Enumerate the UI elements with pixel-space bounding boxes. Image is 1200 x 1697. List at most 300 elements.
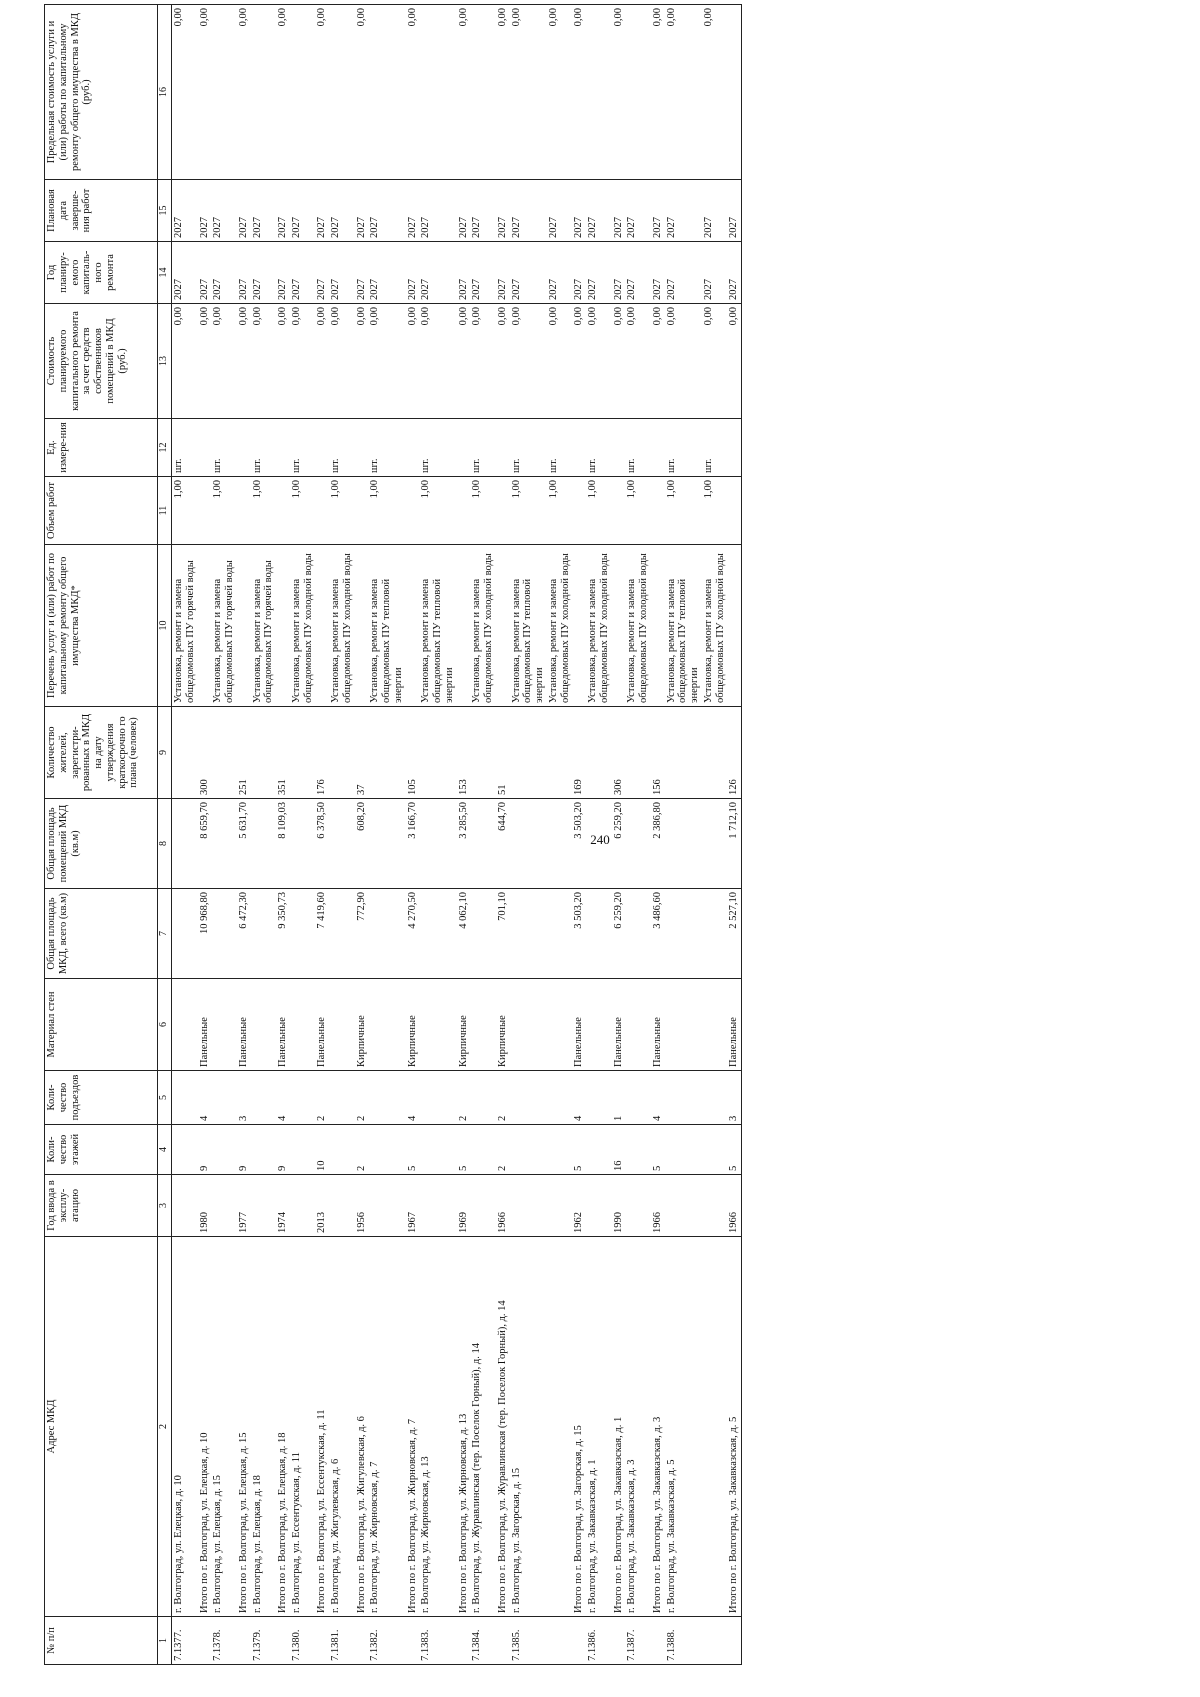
year-built-cell: 1980 xyxy=(198,1175,212,1237)
repair-year-cell: 2027 xyxy=(368,242,405,304)
unit-cell xyxy=(276,419,290,477)
wall-material-cell: Кирпичные xyxy=(496,979,510,1071)
max-cost-cell: 0,00 xyxy=(496,5,510,180)
entrances-cell: 4 xyxy=(406,1071,420,1125)
year-built-cell: 1967 xyxy=(406,1175,420,1237)
total-area-cell: 701,10 xyxy=(496,889,510,979)
entrances-cell xyxy=(251,1071,277,1125)
total-area-cell xyxy=(665,889,702,979)
wall-material-cell: Панельные xyxy=(572,979,586,1071)
column-header: Предельная стоимость услуги и (или) работы по капитальному ремонту общего имущества в МКД (руб.) xyxy=(45,5,158,180)
address-cell xyxy=(702,1237,728,1617)
entrances-cell xyxy=(625,1071,651,1125)
column-number: 7 xyxy=(158,889,172,979)
owner-cost-cell: 0,00 xyxy=(510,304,547,419)
floors-cell xyxy=(510,1125,547,1175)
repair-year-cell: 2027 xyxy=(457,242,471,304)
address-cell xyxy=(547,1237,573,1617)
work-volume-cell xyxy=(406,477,420,545)
wall-material-cell: Кирпичные xyxy=(355,979,369,1071)
completion-date-cell: 2027 xyxy=(547,180,573,242)
entrances-cell: 3 xyxy=(727,1071,741,1125)
unit-cell xyxy=(237,419,251,477)
entrances-cell xyxy=(368,1071,405,1125)
column-header: Общая площадь помещений МКД (кв.м) xyxy=(45,799,158,889)
column-header: Год ввода в эксплу-атацию xyxy=(45,1175,158,1237)
work-volume-cell: 1,00 xyxy=(547,477,573,545)
work-list-cell: Установка, ремонт и замена общедомовых ПУ тепловой энергии xyxy=(510,545,547,707)
repair-year-cell: 2027 xyxy=(612,242,626,304)
address-cell: г. Волгоград, ул. Загорская, д. 15 xyxy=(510,1237,547,1617)
total-area-cell: 6 472,30 xyxy=(237,889,251,979)
entrances-cell xyxy=(665,1071,702,1125)
completion-date-cell: 2027 xyxy=(665,180,702,242)
wall-material-cell xyxy=(470,979,496,1071)
wall-material-cell xyxy=(510,979,547,1071)
floors-cell xyxy=(211,1125,237,1175)
unit-cell xyxy=(727,419,741,477)
entrances-cell xyxy=(547,1071,573,1125)
repair-year-cell: 2027 xyxy=(406,242,420,304)
repair-year-cell: 2027 xyxy=(572,242,586,304)
repair-year-cell: 2027 xyxy=(419,242,456,304)
table-row xyxy=(625,5,651,1665)
column-number: 14 xyxy=(158,242,172,304)
row-number-cell: 7.1378. xyxy=(211,1617,237,1665)
work-list-cell: Установка, ремонт и замена общедомовых ПУ тепловой энергии xyxy=(419,545,456,707)
floors-cell: 9 xyxy=(198,1125,212,1175)
residents-cell xyxy=(625,707,651,799)
year-built-cell xyxy=(586,1175,612,1237)
floors-cell xyxy=(702,1125,728,1175)
completion-date-cell: 2027 xyxy=(406,180,420,242)
year-built-cell: 1962 xyxy=(572,1175,586,1237)
max-cost-cell xyxy=(211,5,237,180)
unit-cell: шт. xyxy=(702,419,728,477)
work-list-cell: Установка, ремонт и замена общедомовых ПУ холодной воды xyxy=(625,545,651,707)
year-built-cell: 1990 xyxy=(612,1175,626,1237)
residents-cell xyxy=(665,707,702,799)
unit-cell xyxy=(457,419,471,477)
unit-cell: шт. xyxy=(329,419,355,477)
unit-cell: шт. xyxy=(586,419,612,477)
owner-cost-cell: 0,00 xyxy=(276,304,290,419)
column-number: 8 xyxy=(158,799,172,889)
entrances-cell: 4 xyxy=(276,1071,290,1125)
unit-cell: шт. xyxy=(625,419,651,477)
work-volume-cell xyxy=(496,477,510,545)
row-number-cell xyxy=(457,1617,471,1665)
column-number: 6 xyxy=(158,979,172,1071)
address-cell: г. Волгоград, ул. Закавказская, д. 5 xyxy=(665,1237,702,1617)
year-built-cell: 1956 xyxy=(355,1175,369,1237)
work-list-cell: Установка, ремонт и замена общедомовых ПУ горячей воды xyxy=(251,545,277,707)
work-list-cell: Установка, ремонт и замена общедомовых ПУ тепловой энергии xyxy=(368,545,405,707)
work-volume-cell: 1,00 xyxy=(251,477,277,545)
column-header: № п/п xyxy=(45,1617,158,1665)
year-built-cell xyxy=(665,1175,702,1237)
address-cell: Итого по г. Волгоград, ул. Елецкая, д. 18 xyxy=(276,1237,290,1617)
unit-cell xyxy=(651,419,665,477)
address-cell: г. Волгоград, ул. Жигулевская, д. 6 xyxy=(329,1237,355,1617)
unit-cell xyxy=(496,419,510,477)
completion-date-cell: 2027 xyxy=(496,180,510,242)
premises-area-cell: 3 285,50 xyxy=(457,799,471,889)
wall-material-cell xyxy=(586,979,612,1071)
work-volume-cell xyxy=(572,477,586,545)
row-number-cell xyxy=(612,1617,626,1665)
completion-date-cell: 2027 xyxy=(198,180,212,242)
completion-date-cell: 2027 xyxy=(651,180,665,242)
total-area-cell: 3 503,20 xyxy=(572,889,586,979)
max-cost-cell: 0,00 xyxy=(276,5,290,180)
completion-date-cell: 2027 xyxy=(586,180,612,242)
work-list-cell xyxy=(355,545,369,707)
table-row xyxy=(329,5,355,1665)
residents-cell xyxy=(329,707,355,799)
premises-area-cell: 3 166,70 xyxy=(406,799,420,889)
wall-material-cell: Панельные xyxy=(315,979,329,1071)
work-list-cell: Установка, ремонт и замена общедомовых ПУ холодной воды xyxy=(547,545,573,707)
repair-year-cell: 2027 xyxy=(651,242,665,304)
total-area-cell xyxy=(172,889,198,979)
column-number: 1 xyxy=(158,1617,172,1665)
table-row xyxy=(702,5,728,1665)
unit-cell: шт. xyxy=(419,419,456,477)
max-cost-cell: 0,00 xyxy=(237,5,251,180)
total-area-cell: 6 259,20 xyxy=(612,889,626,979)
table-row xyxy=(665,5,702,1665)
address-cell: Итого по г. Волгоград, ул. Ессентукская, д. 11 xyxy=(315,1237,329,1617)
unit-cell: шт. xyxy=(172,419,198,477)
wall-material-cell: Панельные xyxy=(612,979,626,1071)
unit-cell: шт. xyxy=(290,419,316,477)
total-area-cell xyxy=(290,889,316,979)
residents-cell: 300 xyxy=(198,707,212,799)
address-cell: г. Волгоград, ул. Елецкая, д. 10 xyxy=(172,1237,198,1617)
year-built-cell xyxy=(547,1175,573,1237)
year-built-cell: 1966 xyxy=(651,1175,665,1237)
max-cost-cell: 0,00 xyxy=(665,5,702,180)
total-area-cell xyxy=(547,889,573,979)
table-row xyxy=(470,5,496,1665)
max-cost-cell xyxy=(290,5,316,180)
floors-cell xyxy=(419,1125,456,1175)
work-volume-cell: 1,00 xyxy=(419,477,456,545)
total-area-cell: 10 968,80 xyxy=(198,889,212,979)
floors-cell: 5 xyxy=(651,1125,665,1175)
completion-date-cell: 2027 xyxy=(276,180,290,242)
row-number-cell: 7.1386. xyxy=(586,1617,612,1665)
work-list-cell: Установка, ремонт и замена общедомовых ПУ холодной воды xyxy=(329,545,355,707)
wall-material-cell xyxy=(329,979,355,1071)
premises-area-cell xyxy=(470,799,496,889)
year-built-cell xyxy=(290,1175,316,1237)
residents-cell xyxy=(470,707,496,799)
year-built-cell xyxy=(329,1175,355,1237)
floors-cell xyxy=(547,1125,573,1175)
work-list-cell xyxy=(651,545,665,707)
max-cost-cell: 0,00 xyxy=(315,5,329,180)
residents-cell xyxy=(368,707,405,799)
year-built-cell xyxy=(251,1175,277,1237)
year-built-cell xyxy=(211,1175,237,1237)
max-cost-cell xyxy=(470,5,496,180)
residents-cell xyxy=(702,707,728,799)
row-number-cell xyxy=(355,1617,369,1665)
year-built-cell xyxy=(510,1175,547,1237)
column-number: 5 xyxy=(158,1071,172,1125)
address-cell: Итого по г. Волгоград, ул. Загорская, д. 15 xyxy=(572,1237,586,1617)
row-number-cell xyxy=(572,1617,586,1665)
row-number-cell xyxy=(651,1617,665,1665)
row-number-cell: 7.1388. xyxy=(665,1617,702,1665)
year-built-cell xyxy=(419,1175,456,1237)
column-header: Плановая дата заверше-ния работ xyxy=(45,180,158,242)
total-area-cell xyxy=(419,889,456,979)
owner-cost-cell: 0,00 xyxy=(290,304,316,419)
owner-cost-cell: 0,00 xyxy=(457,304,471,419)
table-row xyxy=(211,5,237,1665)
work-volume-cell: 1,00 xyxy=(290,477,316,545)
max-cost-cell: 0,00 xyxy=(612,5,626,180)
residents-cell xyxy=(172,707,198,799)
max-cost-cell: 0,00 xyxy=(198,5,212,180)
floors-cell: 10 xyxy=(315,1125,329,1175)
row-number-cell: 7.1383. xyxy=(419,1617,456,1665)
year-built-cell: 1977 xyxy=(237,1175,251,1237)
work-volume-cell: 1,00 xyxy=(368,477,405,545)
repair-year-cell: 2027 xyxy=(665,242,702,304)
address-cell: Итого по г. Волгоград, ул. Закавказская, д. 3 xyxy=(651,1237,665,1617)
wall-material-cell: Панельные xyxy=(237,979,251,1071)
residents-cell: 156 xyxy=(651,707,665,799)
row-number-cell xyxy=(702,1617,728,1665)
completion-date-cell: 2027 xyxy=(290,180,316,242)
repair-year-cell: 2027 xyxy=(251,242,277,304)
unit-cell xyxy=(198,419,212,477)
max-cost-cell xyxy=(251,5,277,180)
unit-cell xyxy=(572,419,586,477)
completion-date-cell: 2027 xyxy=(368,180,405,242)
unit-cell: шт. xyxy=(665,419,702,477)
entrances-cell xyxy=(586,1071,612,1125)
residents-cell xyxy=(290,707,316,799)
owner-cost-cell: 0,00 xyxy=(368,304,405,419)
work-list-cell xyxy=(237,545,251,707)
premises-area-cell: 6 259,20 xyxy=(612,799,626,889)
entrances-cell xyxy=(290,1071,316,1125)
wall-material-cell xyxy=(547,979,573,1071)
repair-year-cell: 2027 xyxy=(276,242,290,304)
total-row xyxy=(406,5,420,1665)
row-number-cell: 7.1379. xyxy=(251,1617,277,1665)
total-area-cell: 2 527,10 xyxy=(727,889,741,979)
max-cost-cell xyxy=(329,5,355,180)
work-volume-cell xyxy=(457,477,471,545)
work-list-cell xyxy=(457,545,471,707)
address-cell: г. Волгоград, ул. Закавказская, д. 1 xyxy=(586,1237,612,1617)
address-cell: Итого по г. Волгоград, ул. Жирновская, д. 13 xyxy=(457,1237,471,1617)
completion-date-cell: 2027 xyxy=(625,180,651,242)
total-area-cell xyxy=(368,889,405,979)
total-area-cell xyxy=(329,889,355,979)
year-built-cell xyxy=(172,1175,198,1237)
work-list-cell xyxy=(572,545,586,707)
total-area-cell xyxy=(702,889,728,979)
unit-cell xyxy=(612,419,626,477)
max-cost-cell: 0,00 xyxy=(406,5,420,180)
column-number: 2 xyxy=(158,1237,172,1617)
address-cell: г. Волгоград, ул. Журавлинская (тер. Поселок Горный), д. 14 xyxy=(470,1237,496,1617)
residents-cell xyxy=(211,707,237,799)
row-number-cell: 7.1382. xyxy=(368,1617,405,1665)
work-list-cell xyxy=(276,545,290,707)
floors-cell xyxy=(290,1125,316,1175)
header-row xyxy=(45,5,158,1665)
entrances-cell xyxy=(329,1071,355,1125)
address-cell: Итого по г. Волгоград, ул. Жирновская, д. 7 xyxy=(406,1237,420,1617)
year-built-cell: 1974 xyxy=(276,1175,290,1237)
column-number: 3 xyxy=(158,1175,172,1237)
year-built-cell xyxy=(702,1175,728,1237)
owner-cost-cell: 0,00 xyxy=(665,304,702,419)
entrances-cell xyxy=(510,1071,547,1125)
total-area-cell xyxy=(211,889,237,979)
repair-year-cell: 2027 xyxy=(237,242,251,304)
total-area-cell xyxy=(470,889,496,979)
total-area-cell: 7 419,60 xyxy=(315,889,329,979)
residents-cell: 153 xyxy=(457,707,471,799)
completion-date-cell: 2027 xyxy=(329,180,355,242)
page-number: 240 xyxy=(590,832,610,847)
premises-area-cell xyxy=(211,799,237,889)
residents-cell: 37 xyxy=(355,707,369,799)
year-built-cell: 1966 xyxy=(496,1175,510,1237)
floors-cell xyxy=(368,1125,405,1175)
column-number: 11 xyxy=(158,477,172,545)
total-area-cell xyxy=(251,889,277,979)
total-row xyxy=(315,5,329,1665)
unit-cell: шт. xyxy=(470,419,496,477)
completion-date-cell: 2027 xyxy=(355,180,369,242)
address-cell: Итого по г. Волгоград, ул. Закавказская, д. 5 xyxy=(727,1237,741,1617)
address-cell: Итого по г. Волгоград, ул. Жигулевская, д. 6 xyxy=(355,1237,369,1617)
work-volume-cell: 1,00 xyxy=(702,477,728,545)
repair-year-cell: 2027 xyxy=(702,242,728,304)
max-cost-cell: 0,00 xyxy=(457,5,471,180)
column-header: Перечень услуг и (или) работ по капитальному ремонту общего имущества МКД* xyxy=(45,545,158,707)
entrances-cell xyxy=(470,1071,496,1125)
total-row xyxy=(198,5,212,1665)
rotated-sheet xyxy=(44,5,1164,1665)
premises-area-cell: 2 386,80 xyxy=(651,799,665,889)
floors-cell xyxy=(665,1125,702,1175)
max-cost-cell xyxy=(419,5,456,180)
premises-area-cell xyxy=(625,799,651,889)
repair-year-cell: 2027 xyxy=(625,242,651,304)
unit-cell xyxy=(355,419,369,477)
premises-area-cell xyxy=(172,799,198,889)
entrances-cell: 4 xyxy=(651,1071,665,1125)
owner-cost-cell: 0,00 xyxy=(470,304,496,419)
floors-cell xyxy=(586,1125,612,1175)
work-volume-cell: 1,00 xyxy=(510,477,547,545)
premises-area-cell: 6 378,50 xyxy=(315,799,329,889)
owner-cost-cell: 0,00 xyxy=(315,304,329,419)
work-list-cell xyxy=(198,545,212,707)
premises-area-cell xyxy=(368,799,405,889)
work-list-cell xyxy=(496,545,510,707)
repair-year-cell: 2027 xyxy=(586,242,612,304)
work-volume-cell xyxy=(276,477,290,545)
completion-date-cell: 2027 xyxy=(612,180,626,242)
entrances-cell xyxy=(211,1071,237,1125)
completion-date-cell: 2027 xyxy=(419,180,456,242)
owner-cost-cell: 0,00 xyxy=(651,304,665,419)
entrances-cell: 1 xyxy=(612,1071,626,1125)
completion-date-cell: 2027 xyxy=(702,180,728,242)
work-volume-cell xyxy=(237,477,251,545)
table-row xyxy=(290,5,316,1665)
owner-cost-cell: 0,00 xyxy=(496,304,510,419)
residents-cell: 105 xyxy=(406,707,420,799)
work-volume-cell: 1,00 xyxy=(665,477,702,545)
residents-cell xyxy=(419,707,456,799)
residents-cell: 51 xyxy=(496,707,510,799)
column-header: Коли-чество подъездов xyxy=(45,1071,158,1125)
residents-cell: 126 xyxy=(727,707,741,799)
work-list-cell: Установка, ремонт и замена общедомовых ПУ холодной воды xyxy=(290,545,316,707)
owner-cost-cell: 0,00 xyxy=(612,304,626,419)
repair-year-cell: 2027 xyxy=(198,242,212,304)
wall-material-cell xyxy=(702,979,728,1071)
capital-repair-table xyxy=(44,4,742,1665)
row-number-cell xyxy=(276,1617,290,1665)
wall-material-cell xyxy=(251,979,277,1071)
max-cost-cell xyxy=(727,5,741,180)
table-row xyxy=(172,5,198,1665)
row-number-cell: 7.1380. xyxy=(290,1617,316,1665)
total-row xyxy=(355,5,369,1665)
residents-cell: 251 xyxy=(237,707,251,799)
floors-cell: 5 xyxy=(406,1125,420,1175)
max-cost-cell xyxy=(586,5,612,180)
address-cell: г. Волгоград, ул. Закавказская, д. 3 xyxy=(625,1237,651,1617)
total-area-cell xyxy=(586,889,612,979)
residents-cell xyxy=(510,707,547,799)
repair-year-cell: 2027 xyxy=(290,242,316,304)
table-row xyxy=(547,5,573,1665)
premises-area-cell: 1 712,10 xyxy=(727,799,741,889)
wall-material-cell: Кирпичные xyxy=(457,979,471,1071)
entrances-cell: 4 xyxy=(572,1071,586,1125)
completion-date-cell: 2027 xyxy=(470,180,496,242)
wall-material-cell: Кирпичные xyxy=(406,979,420,1071)
owner-cost-cell: 0,00 xyxy=(211,304,237,419)
max-cost-cell: 0,00 xyxy=(572,5,586,180)
owner-cost-cell: 0,00 xyxy=(702,304,728,419)
column-header: Год планиру-емого капиталь-ного ремонта xyxy=(45,242,158,304)
repair-year-cell: 2027 xyxy=(211,242,237,304)
premises-area-cell xyxy=(290,799,316,889)
owner-cost-cell: 0,00 xyxy=(572,304,586,419)
owner-cost-cell: 0,00 xyxy=(727,304,741,419)
work-volume-cell: 1,00 xyxy=(470,477,496,545)
entrances-cell xyxy=(172,1071,198,1125)
table-row xyxy=(419,5,456,1665)
max-cost-cell: 0,00 xyxy=(651,5,665,180)
